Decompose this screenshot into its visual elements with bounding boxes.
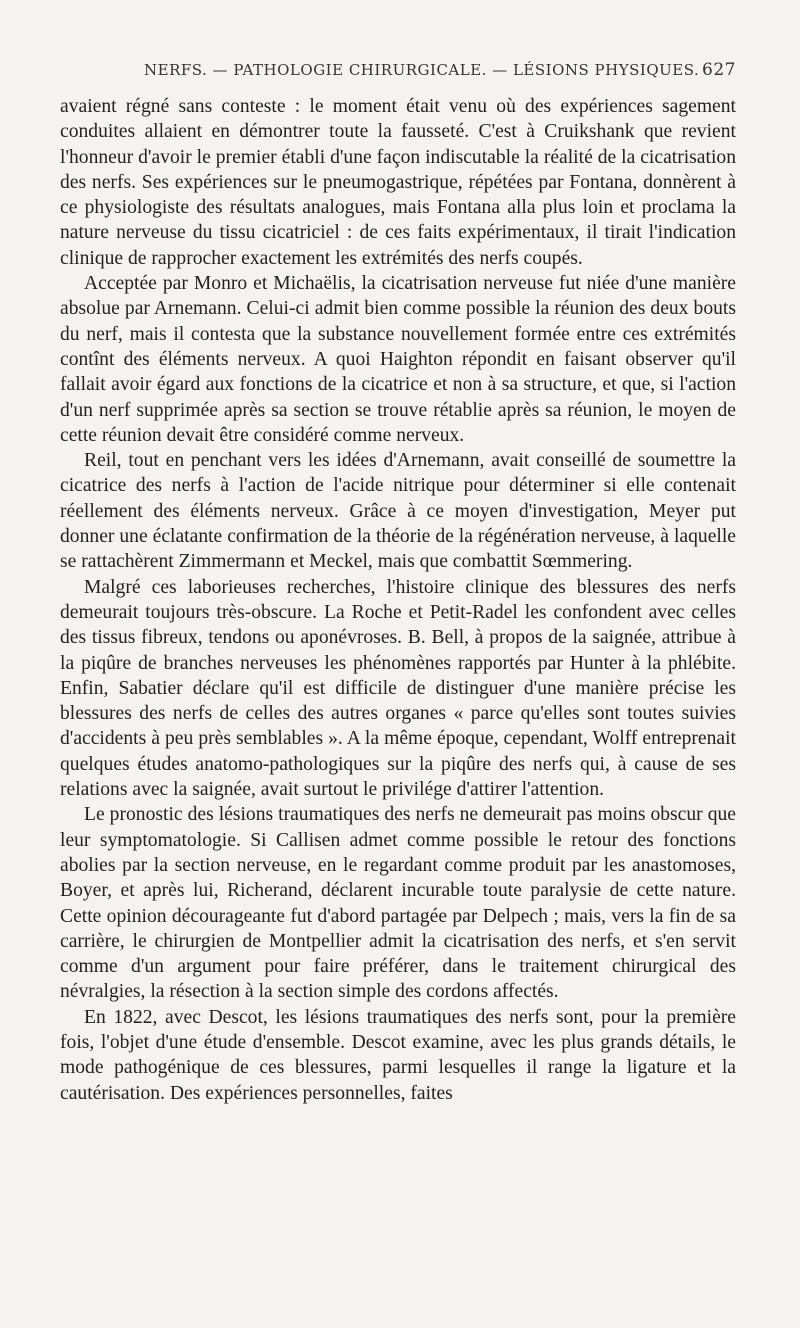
paragraph-4: Malgré ces laborieuses recherches, l'histoire clinique des blessures des nerfs demeurait toujours très-obscure. La Roche et Petit-Radel les confondent avec celles des tissus fibreux, tendons ou aponévroses. B. Bell, à propos de la saignée, attribue à la piqûre de branches nerveuses les phénomènes rapportés par Hunter à la phlébite. Enfin, Sabatier déclare qu'il est difficile de distinguer d'une manière précise les blessures des nerfs de celles des autres organes « parce qu'elles sont toutes suivies d'accidents à peu près semblables ». A la même époque, cependant, Wolff entreprenait quelques études anatomo-pathologiques sur la piqûre des nerfs qui, à cause de ses relations avec la saignée, avait surtout le privilége d'attirer l'attention.: [60, 576, 736, 801]
paragraph-1: avaient régné sans conteste : le moment était venu où des expériences sagement conduites allaient en démontrer toute la fausseté. C'est à Cruikshank que revient l'honneur d'avoir le premier établi d'une façon indiscutable la réalité de la cicatrisation des nerfs. Ses expériences sur le pneumogastrique, répétées par Fontana, donnèrent à ce physiologiste des résultats analogues, mais Fontana alla plus loin et proclama la nature nerveuse du tissu cicatriciel : de ces faits expérimentaux, il tirait l'indication clinique de rapprocher exactement les extrémités des nerfs coupés.: [60, 96, 736, 269]
page-number: 627: [702, 60, 736, 80]
running-head: [144, 60, 736, 88]
paragraph-5: Le pronostic des lésions traumatiques des nerfs ne demeurait pas moins obscur que leur symptomatologie. Si Callisen admet comme possible le retour des fonctions abolies par la section nerveuse, en le regardant comme produit par les anastomoses, Boyer, et après lui, Richerand, déclarent incurable toute paralysie de cette nature. Cette opinion décourageante fut d'abord partagée par Delpech ; mais, vers la fin de sa carrière, le chirurgien de Montpellier admit la cicatrisation des nerfs, et s'en servit comme d'un argument pour faire préférer, dans le traitement chirurgical des névralgies, la résection à la section simple des cordons affectés.: [60, 804, 736, 1003]
paragraph-2: Acceptée par Monro et Michaëlis, la cicatrisation nerveuse fut niée d'une manière absolue par Arnemann. Celui-ci admit bien comme possible la réunion des deux bouts du nerf, mais il contesta que la substance nouvellement formée entre ces extrémités contînt des éléments nerveux. A quoi Haighton répondit en faisant observer qu'il fallait avoir égard aux fonctions de la cicatrice et non à sa structure, et que, si l'action d'un nerf supprimée après sa section se trouve rétablie après sa réunion, le moyen de cette réunion devait être considéré comme nerveux.: [60, 273, 736, 446]
body-text: [60, 94, 736, 1106]
paragraph-6: En 1822, avec Descot, les lésions traumatiques des nerfs sont, pour la première fois, l'objet d'une étude d'ensemble. Descot examine, avec les plus grands détails, le mode pathogénique de ces blessures, parmi lesquelles il range la ligature et la cautérisation. Des expériences personnelles, faites: [60, 1006, 736, 1104]
paragraph-3: Reil, tout en penchant vers les idées d'Arnemann, avait conseillé de soumettre la cicatrice des nerfs à l'action de l'acide nitrique pour déterminer si elle contenait réellement des éléments nerveux. Grâce à ce moyen d'investigation, Meyer put donner une éclatante confirmation de la théorie de la régénération nerveuse, à laquelle se rattachèrent Zimmermann et Meckel, mais que combattit Sœmmering.: [60, 450, 736, 573]
running-head-title: NERFS. — PATHOLOGIE CHIRURGICALE. — LÉSIONS PHYSIQUES.: [144, 61, 700, 79]
